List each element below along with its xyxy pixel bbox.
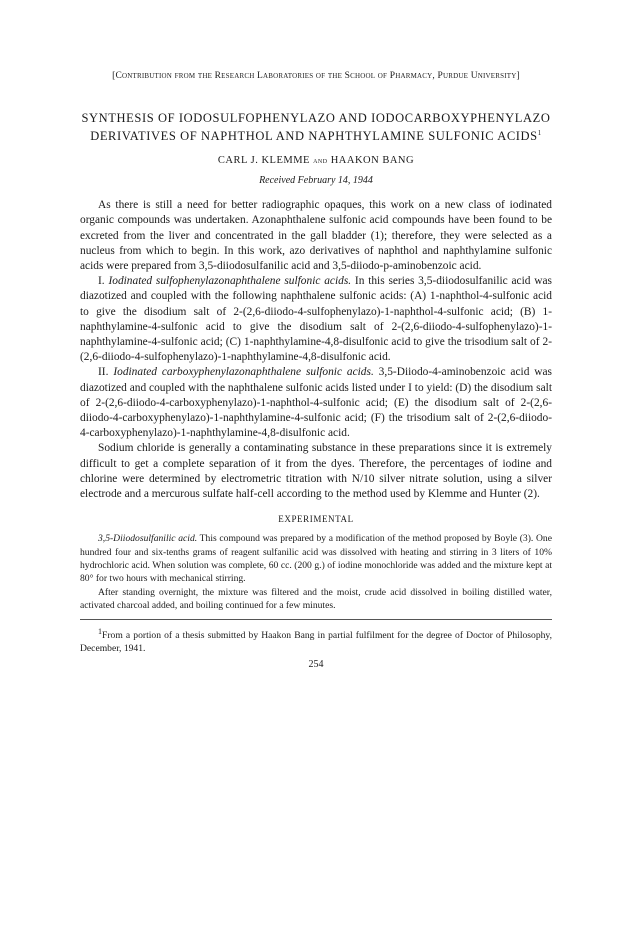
author-1: CARL J. KLEMME <box>217 155 310 167</box>
authors <box>80 155 552 166</box>
section-1-text: In this series 3,5-diiodosulfanilic acid was diazotized and coupled with the following naphthalene sulfonic acids: (A) 1-naphthol-4-sulfonic acid to give the disodium salt of 2-(2,6-diiodo-4-sulfophenylazo)-1-naphthol-4-sulfonic acid; (B) 1-naphthylamine-4-sulfonic acid to give the disodium salt of 2-(2,6-diiodo-4-sulfophenylazo)-1-naphthylamine-4-sulfonic acid; (C) 1-naphthylamine-4,8-disulfonic acid to give the trisodium salt of 2-(2,6-diiodo-4-sulfophenylazo)-1-naphthylamine-4,8-disulfonic acid. <box>80 275 552 364</box>
footnote-mark: 1 <box>98 626 102 636</box>
section-2-title: Iodinated carboxyphenylazonaphthalene sulfonic acids. <box>113 366 374 379</box>
paragraph-intro: As there is still a need for better radiographic opaques, this work on a new class of iodinated organic compounds was undertaken. Azonaphthalene sulfonic acid compounds have been found to be excreted from the liver and concentrated in the gall bladder (1); therefore, they were selected as a nucleus from which to begin. In this work, azo derivatives of naphthol and naphthylamine sulfonic acids were prepared from 3,5-diiodosulfanilic acid and 3,5-diiodo-p-aminobenzoic acid. <box>80 199 552 272</box>
experimental-heading: EXPERIMENTAL <box>278 514 354 525</box>
experimental-text-1: This compound was prepared by a modification of the method proposed by Boyle (3). One hundred four and six-tenths grams of reagent sulfanilic acid was dissolved with heating and stirring in 3 liters of 10% hydrochloric acid. When solution was complete, 60 cc. (200 g.) of iodine monochloride was added and the mixture kept at 80° for two hours with mechanical stirring. <box>80 533 552 585</box>
contribution-header: [Contribution from the Research Laboratories of the School of Pharmacy, Purdue University] <box>112 71 520 81</box>
title-text: SYNTHESIS OF IODOSULFOPHENYLAZO AND IODOCARBOXYPHENYLAZO DERIVATIVES OF NAPHTHOL AND NAPHTHYLAMINE SULFONIC ACIDS <box>81 111 551 144</box>
article-title <box>80 111 552 144</box>
paragraph-section-1 <box>80 274 552 365</box>
experimental-compound-title: 3,5-Diiodosulfanilic acid. <box>98 533 198 545</box>
article-body <box>80 198 552 502</box>
footnote-divider <box>80 619 552 620</box>
author-conjunction: and <box>313 156 328 166</box>
page <box>80 70 552 670</box>
author-2: HAAKON BANG <box>330 155 415 167</box>
experimental-paragraph-1 <box>80 532 552 586</box>
experimental-paragraph-2: After standing overnight, the mixture was filtered and the moist, crude acid dissolved in boiling distilled water, activated charcoal added, and boiling continued for a few minutes. <box>80 586 552 612</box>
section-1-number: I. <box>98 275 105 288</box>
section-2-number: II. <box>98 366 109 379</box>
paragraph-sodium-chloride: Sodium chloride is generally a contaminating substance in these preparations since it is extremely difficult to get a complete separation of it from the dyes. Therefore, the percentages of iodine and chlorine were determined by electrometric titration with N/10 silver nitrate solution, using a silver electrode and a mercurous sulfate half-cell according to the method used by Klemme and Hunter (2). <box>80 442 552 501</box>
section-1-title: Iodinated sulfophenylazonaphthalene sulfonic acids. <box>108 275 352 288</box>
page-number: 254 <box>308 658 324 670</box>
received-date: Received February 14, 1944 <box>259 175 373 187</box>
title-footnote-mark: 1 <box>537 129 542 137</box>
experimental-section <box>80 532 552 612</box>
footnote <box>80 625 552 656</box>
paragraph-section-2 <box>80 365 552 441</box>
footnote-text: From a portion of a thesis submitted by Haakon Bang in partial fulfilment for the degree of Doctor of Philosophy, December, 1941. <box>80 629 552 655</box>
section-2-text: 3,5-Diiodo-4-aminobenzoic acid was diazotized and coupled with the naphthalene sulfonic acids listed under I to yield: (D) the disodium salt of 2-(2,6-diiodo-4-carboxyphenylazo)-1-naphthol-4-sulfonic acid; (E) the disodium salt of 2-(2,6-diiodo-4-carboxyphenylazo)-1-naphthylamine-4-sulfonic acid; (F) the trisodium salt of 2-(2,6-diiodo-4-carboxyphenylazo)-1-naphthylamine-4,8-disulfonic acid. <box>80 366 552 440</box>
